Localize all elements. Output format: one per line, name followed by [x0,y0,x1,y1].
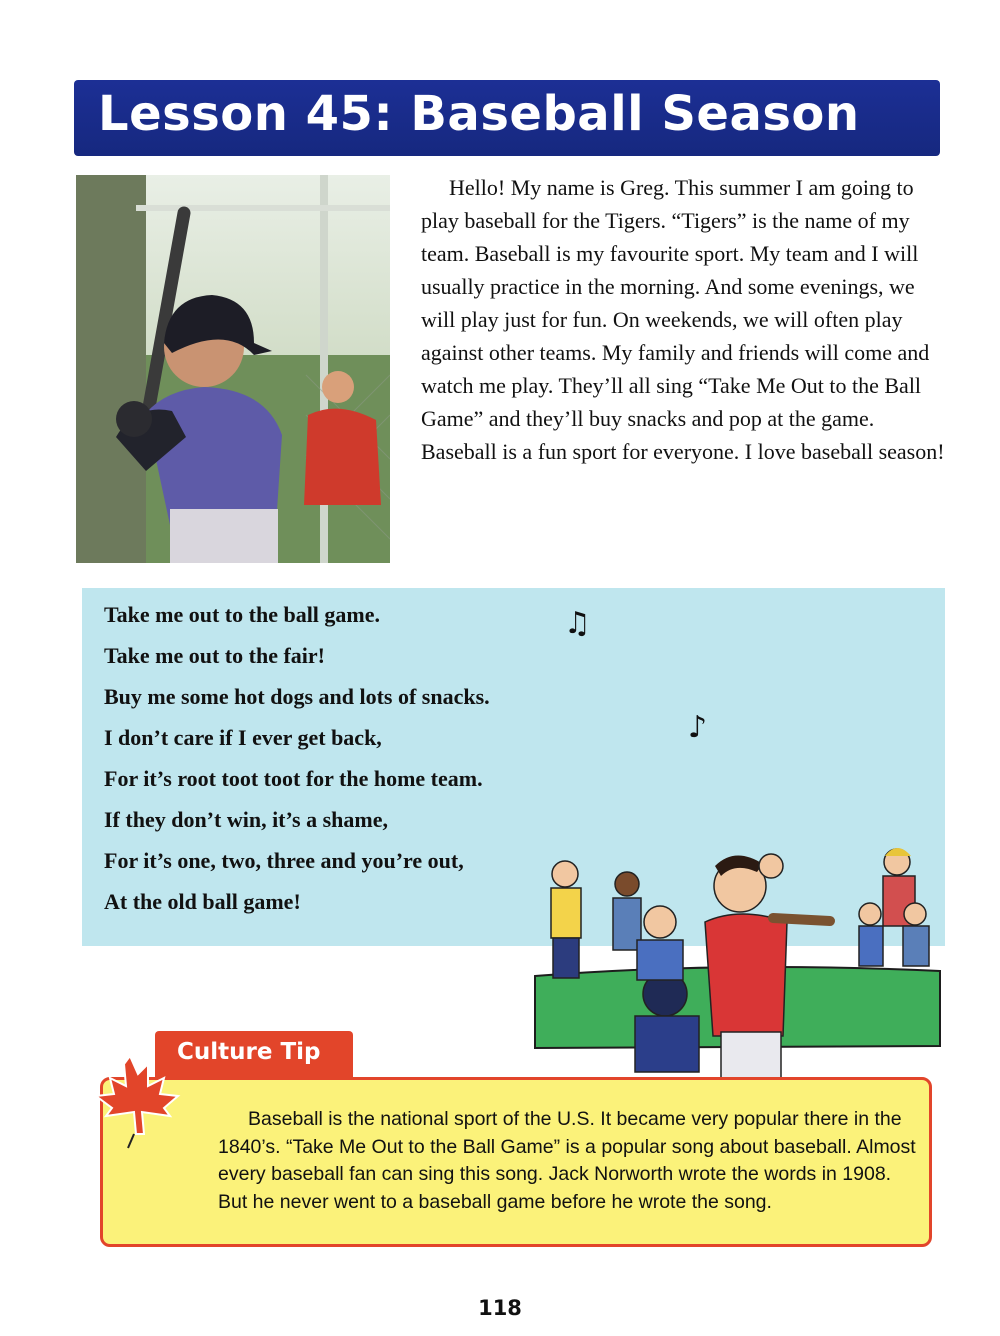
batter-photo [76,175,390,563]
lesson-title: Lesson 45: Baseball Season [98,86,860,142]
maple-leaf-icon [78,1050,198,1150]
song-line: If they don’t win, it’s a shame, [104,807,388,832]
song-line: Take me out to the fair! [104,643,325,668]
music-note-icon: ♫ [564,606,591,641]
song-line: I don’t care if I ever get back, [104,725,382,750]
song-line: For it’s root toot toot for the home team. [104,766,483,791]
culture-tip-box [100,1077,932,1247]
music-note-icon: ♪ [688,710,708,745]
song-line: Buy me some hot dogs and lots of snacks. [104,684,490,709]
culture-tip-text: Baseball is the national sport of the U.S. It became very popular there in the 1840’s. “Take Me Out to the Ball Game” is a popular song about baseball. Almost every baseball fan can sing this song. Jack Norworth wrote the words in 1908. But he never went to a baseball game before he wrote the song. [218,1108,916,1213]
lesson-title-bar [74,80,940,156]
baseball-fans-illustration [525,826,945,1082]
intro-passage [421,171,951,468]
song-line: For it’s one, two, three and you’re out, [104,848,464,873]
song-line: At the old ball game! [104,889,301,914]
song-line: Take me out to the ball game. [104,602,381,627]
culture-tip-label: Culture Tip [177,1039,321,1065]
page-number: 118 [478,1296,522,1320]
intro-paragraph: Hello! My name is Greg. This summer I am going to play baseball for the Tigers. “Tigers” is the name of my team. Baseball is my favourite sport. My team and I will usually practice in the morning. And some evenings, we will play just for fun. On weekends, we will often play against other teams. My family and friends will come and watch me play. They’ll all sing “Take Me Out to the Ball Game” and they’ll buy snacks and pop at the game. Baseball is a fun sport for everyone. I love baseball season! [421,175,945,464]
